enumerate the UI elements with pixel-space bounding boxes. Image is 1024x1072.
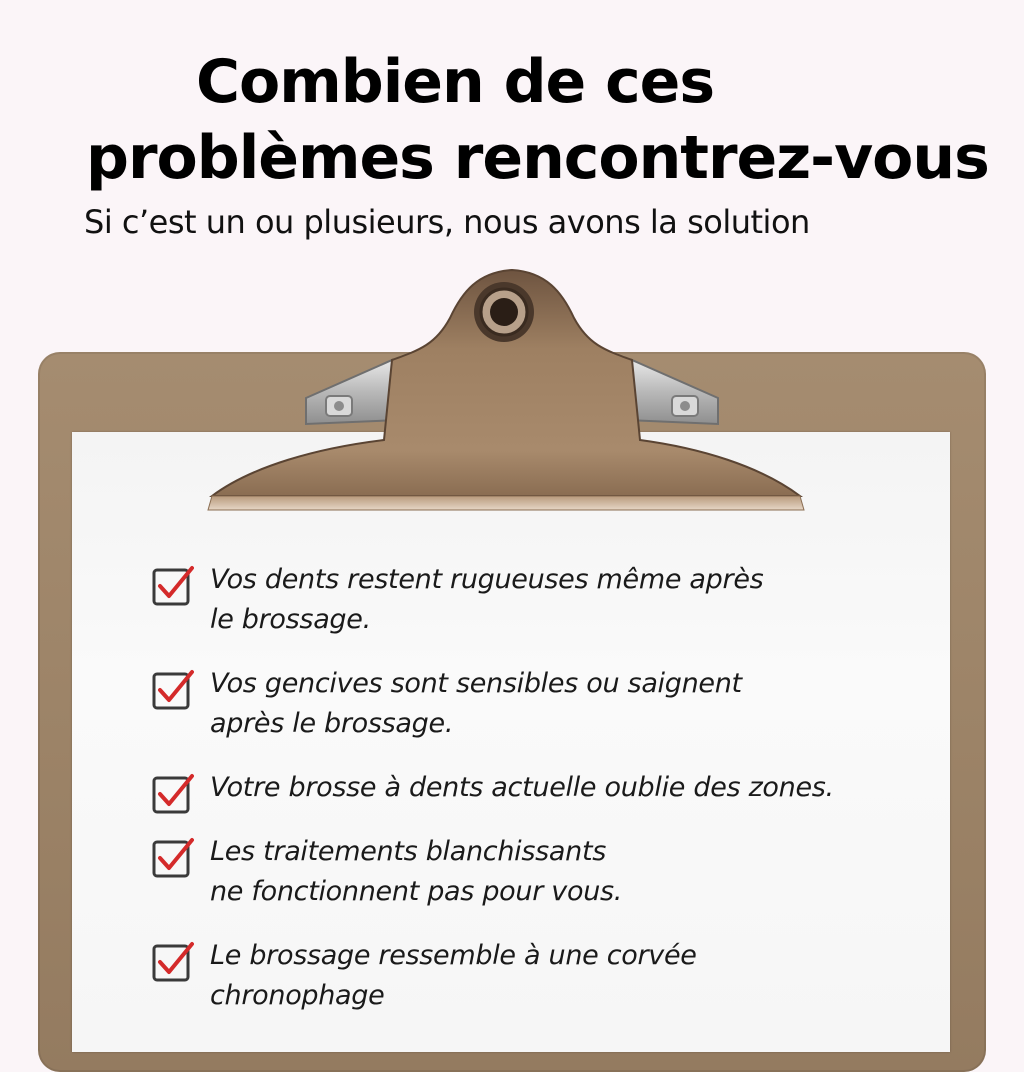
checklist-item-text: Le brossage ressemble à une corvée [210, 940, 697, 971]
headline [0, 44, 1024, 196]
checklist-item-text: Votre brosse à dents actuelle oublie des zones. [210, 772, 834, 803]
checklist-item [152, 768, 952, 808]
checklist-item [152, 832, 952, 912]
problem-checklist [152, 560, 952, 1040]
checked-box-icon[interactable] [152, 772, 194, 814]
headline-line-2: problèmes rencontrez-vous [86, 123, 989, 193]
checklist-item [152, 560, 952, 640]
checklist-item-text: Vos dents restent rugueuses même après [210, 564, 764, 595]
headline-line-1: Combien de ces [196, 47, 715, 117]
checklist-item-text: Vos gencives sont sensibles ou saignent [210, 668, 742, 699]
checklist-item-text: le brossage. [210, 604, 371, 635]
checklist-item-text: chronophage [210, 980, 385, 1011]
checked-box-icon[interactable] [152, 668, 194, 710]
checked-box-icon[interactable] [152, 940, 194, 982]
checked-box-icon[interactable] [152, 836, 194, 878]
checked-box-icon[interactable] [152, 564, 194, 606]
subheadline: Si c’est un ou plusieurs, nous avons la solution [84, 203, 810, 241]
checklist-item-text: ne fonctionnent pas pour vous. [210, 876, 623, 907]
checklist-item-text: après le brossage. [210, 708, 454, 739]
checklist-item [152, 664, 952, 744]
checklist-item [152, 936, 952, 1016]
checklist-item-text: Les traitements blanchissants [210, 836, 606, 867]
